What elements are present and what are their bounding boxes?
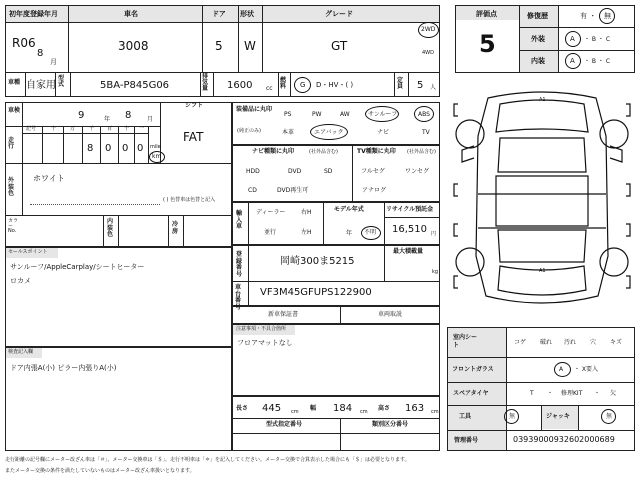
person-unit: 人 bbox=[430, 84, 437, 91]
spare-item: T bbox=[530, 390, 534, 397]
width-label: 幅 bbox=[310, 405, 317, 412]
spare-item: ・ bbox=[594, 390, 601, 397]
equipment-title: 装備品に丸印 bbox=[236, 106, 273, 113]
model-year-label: モデル年式 bbox=[334, 206, 364, 213]
manual-label: 車両取説 bbox=[378, 311, 403, 318]
equip-ps: PS bbox=[284, 111, 292, 118]
equip-tv: TV bbox=[422, 129, 430, 136]
seat-item: 穴 bbox=[590, 339, 597, 346]
digit-header: 百 bbox=[107, 126, 113, 132]
navi-dvd: DVD bbox=[288, 168, 302, 175]
navi-title: ナビ種類に丸印 bbox=[252, 148, 295, 155]
max-load-kg: kg bbox=[432, 269, 439, 275]
car-damage-diagram bbox=[448, 76, 636, 320]
drive-2wd: 2WD bbox=[421, 26, 436, 33]
category-no-label: 類別区分番号 bbox=[372, 421, 409, 428]
first-reg-label: 初年度登録年月 bbox=[9, 10, 58, 18]
mileage-unit-mile: mile bbox=[150, 144, 161, 150]
first-reg-year: R06 bbox=[12, 36, 36, 50]
equip-pw: PW bbox=[312, 111, 322, 118]
jack-label: ジャッキ bbox=[546, 413, 570, 420]
spare-item: 修理KIT bbox=[561, 390, 583, 397]
plate: 岡崎300ま5215 bbox=[280, 256, 355, 267]
door-label: ドア bbox=[212, 10, 226, 18]
inspector-block bbox=[5, 347, 232, 451]
mileage-digit: 0 bbox=[105, 143, 112, 154]
navi-hdd: HDD bbox=[246, 168, 260, 175]
score-value: 5 bbox=[479, 30, 496, 58]
length-cm: cm bbox=[291, 409, 299, 415]
digit-header: 万 bbox=[70, 126, 76, 132]
exterior-score-label: 外装 bbox=[531, 35, 545, 43]
equip-abs: ABS bbox=[418, 111, 430, 118]
plate-label: 登録番号 bbox=[236, 251, 243, 278]
right-handle: 右H bbox=[301, 209, 312, 216]
repair-none: 無 bbox=[604, 12, 611, 20]
windshield-a: A bbox=[559, 366, 564, 373]
grade-label: グレード bbox=[325, 10, 353, 18]
spare-item: 欠 bbox=[610, 390, 617, 397]
jack-value: 無 bbox=[606, 413, 613, 420]
spare-item: ・ bbox=[547, 390, 554, 397]
navi-dvd-play: DVD再生可 bbox=[277, 187, 309, 194]
mileage-digit: 0 bbox=[122, 143, 129, 154]
equip-airbag: エアバック bbox=[314, 129, 344, 136]
mgmt-value: 03939000932602000689 bbox=[513, 435, 615, 444]
exterior-color-label: 外装色 bbox=[8, 177, 15, 198]
equip-leather: 本革 bbox=[282, 129, 295, 136]
interior-score-a: A bbox=[570, 57, 575, 65]
seat-item: 破れ bbox=[540, 339, 553, 346]
navi-cd: CD bbox=[248, 187, 257, 194]
interior-color-label: 内装色 bbox=[107, 218, 114, 239]
exterior-score-rest: ・ B ・ C bbox=[584, 36, 611, 43]
chassis-label: 車台番号 bbox=[235, 284, 242, 311]
fuel-label: 燃料 bbox=[280, 77, 287, 90]
interior-score-label: 内装 bbox=[531, 57, 545, 65]
shape: W bbox=[244, 39, 256, 53]
max-load-label: 最大積載量 bbox=[393, 248, 424, 255]
first-reg-month: 8 bbox=[37, 48, 44, 59]
model-year-unknown: 不明 bbox=[364, 229, 377, 236]
navi-subtitle: (社外品含む) bbox=[309, 149, 338, 155]
mileage-digit: 0 bbox=[137, 143, 144, 154]
shift-label: シフト bbox=[185, 102, 204, 109]
tv-fullseg: フルセグ bbox=[361, 168, 385, 175]
digit-header: 千 bbox=[89, 126, 95, 132]
exterior-color: ホワイト bbox=[33, 174, 65, 183]
interior-score-rest: ・ B ・ C bbox=[584, 58, 611, 65]
width: 184 bbox=[333, 403, 353, 414]
exterior-color-note: ( ) 色替車は色替と記入 bbox=[163, 197, 216, 203]
displacement-label: 排気量 bbox=[202, 73, 209, 92]
car-name: 3008 bbox=[118, 39, 149, 53]
import-dealer: ディーラー bbox=[256, 209, 286, 216]
width-cm: cm bbox=[360, 409, 368, 415]
footer-line1: 走行距離の記号欄にメーター改ざん車は「＃」、メーター交換車は「＄」、走行不明車は「＊」を記入してください。メーター交換で合算表示した場合にも「＄」は必要となります。 bbox=[5, 457, 410, 463]
shape-label: 形状 bbox=[240, 10, 254, 18]
repair-label: 修復歴 bbox=[527, 12, 548, 20]
fuel-rest: D・HV・( ) bbox=[316, 81, 354, 89]
sales-points-line2: ロカメ bbox=[10, 277, 31, 285]
cooler-label: 冷房 bbox=[172, 221, 179, 235]
grade: GT bbox=[331, 39, 348, 53]
model-label: 型式 bbox=[58, 75, 65, 88]
recycle-yen: 円 bbox=[431, 231, 437, 237]
equipment-subtitle: (純正のみ) bbox=[237, 128, 261, 134]
chassis: VF3M45GFUPS122900 bbox=[260, 287, 372, 298]
displacement: 1600 bbox=[227, 80, 253, 91]
inspector-label: 検査記入欄 bbox=[8, 349, 34, 355]
sales-points-block bbox=[5, 247, 232, 347]
height: 163 bbox=[405, 403, 425, 414]
recycle-value: 16,510 bbox=[392, 224, 427, 235]
spare-label: スペアタイヤ bbox=[453, 390, 489, 397]
inspection-month: 8 bbox=[125, 110, 132, 121]
mgmt-label: 管理番号 bbox=[454, 437, 479, 444]
warranty-block bbox=[232, 306, 440, 324]
height-cm: cm bbox=[431, 409, 439, 415]
footer-line2: またメーター交換の条件を満たしていないものはメーター改ざん車扱いとなります。 bbox=[5, 468, 195, 474]
mileage-label: 走行 bbox=[8, 137, 15, 150]
score-label: 評価点 bbox=[476, 10, 497, 18]
import-parallel: 並行 bbox=[264, 229, 277, 236]
tools-value: 無 bbox=[509, 413, 516, 420]
windshield-label: フロントガラス bbox=[452, 366, 494, 373]
exterior-score-a: A bbox=[570, 35, 575, 43]
navi-sd: SD bbox=[324, 168, 333, 175]
height-label: 高さ bbox=[378, 405, 391, 412]
kind: 自家用 bbox=[26, 80, 56, 91]
sales-points-label: セールスポイント bbox=[8, 249, 48, 255]
repair-options: 有 ・ bbox=[580, 12, 597, 20]
seat-item: 汚れ bbox=[564, 339, 577, 346]
tv-analog: アナログ bbox=[362, 187, 387, 194]
windshield-rest: ・ X要入 bbox=[574, 366, 599, 373]
import-label: 輸入車 bbox=[236, 210, 243, 231]
interior-seat-label: 室内シート bbox=[453, 334, 478, 350]
notes-label: 注意事項・不具合箇所 bbox=[236, 326, 287, 332]
inspection-year: 9 bbox=[78, 110, 85, 121]
kind-label: 車種 bbox=[8, 79, 21, 86]
model: 5BA-P845G06 bbox=[100, 80, 170, 91]
digit-header: 十 bbox=[51, 126, 57, 132]
warranty-label: 新車保証書 bbox=[268, 311, 299, 318]
color-no-label: カラーNo. bbox=[8, 218, 19, 234]
cc-unit: cc bbox=[266, 85, 273, 92]
mileage-unit-km: km bbox=[152, 153, 162, 160]
shift: FAT bbox=[183, 130, 204, 144]
tools-label: 工具 bbox=[459, 413, 472, 420]
diagram-a1-bottom: A1 bbox=[539, 268, 546, 274]
drive-4wd: 4WD bbox=[422, 50, 434, 56]
capacity: 5 bbox=[417, 80, 424, 91]
seat-item: キズ bbox=[610, 339, 622, 346]
car-name-label: 車名 bbox=[124, 10, 138, 18]
type-no-label: 型式指定番号 bbox=[266, 421, 303, 428]
equip-navi: ナビ bbox=[377, 129, 390, 136]
digit-header: 一 bbox=[139, 126, 145, 132]
inspection-year-unit: 年 bbox=[104, 116, 111, 123]
diagram-a1-top: A1 bbox=[539, 97, 546, 103]
length-label: 長さ bbox=[236, 405, 249, 412]
capacity-label: 定員 bbox=[397, 77, 404, 90]
recycle-label: リサイクル預託金 bbox=[386, 206, 434, 213]
mileage-digit: 8 bbox=[87, 143, 94, 154]
sales-points-line1: サンルーフ/AppleCarplay/シートヒーター bbox=[10, 263, 145, 271]
inspector-text: ドア内張A(小) ピラー内張りA(小) bbox=[10, 364, 117, 372]
fuel-g: G bbox=[300, 81, 306, 89]
doors: 5 bbox=[215, 39, 223, 53]
digit-header: 記号 bbox=[26, 126, 37, 132]
inspection-label: 車検 bbox=[8, 107, 21, 114]
equip-aw: AW bbox=[340, 111, 350, 118]
month-unit: 月 bbox=[50, 58, 57, 66]
seat-item: コゲ bbox=[514, 339, 527, 346]
notes-text: フロアマットなし bbox=[237, 339, 293, 347]
equip-sunroof: サンルーフ bbox=[368, 111, 398, 118]
tv-oneseg: ワンセグ bbox=[405, 168, 430, 175]
tv-title: TV種類に丸印 bbox=[357, 148, 396, 155]
left-handle: 左H bbox=[301, 229, 312, 236]
tv-subtitle: (社外品含む) bbox=[407, 149, 436, 155]
model-year-unit: 年 bbox=[346, 230, 353, 237]
length: 445 bbox=[262, 403, 282, 414]
inspection-month-unit: 月 bbox=[147, 116, 154, 123]
digit-header: 十 bbox=[124, 126, 130, 132]
